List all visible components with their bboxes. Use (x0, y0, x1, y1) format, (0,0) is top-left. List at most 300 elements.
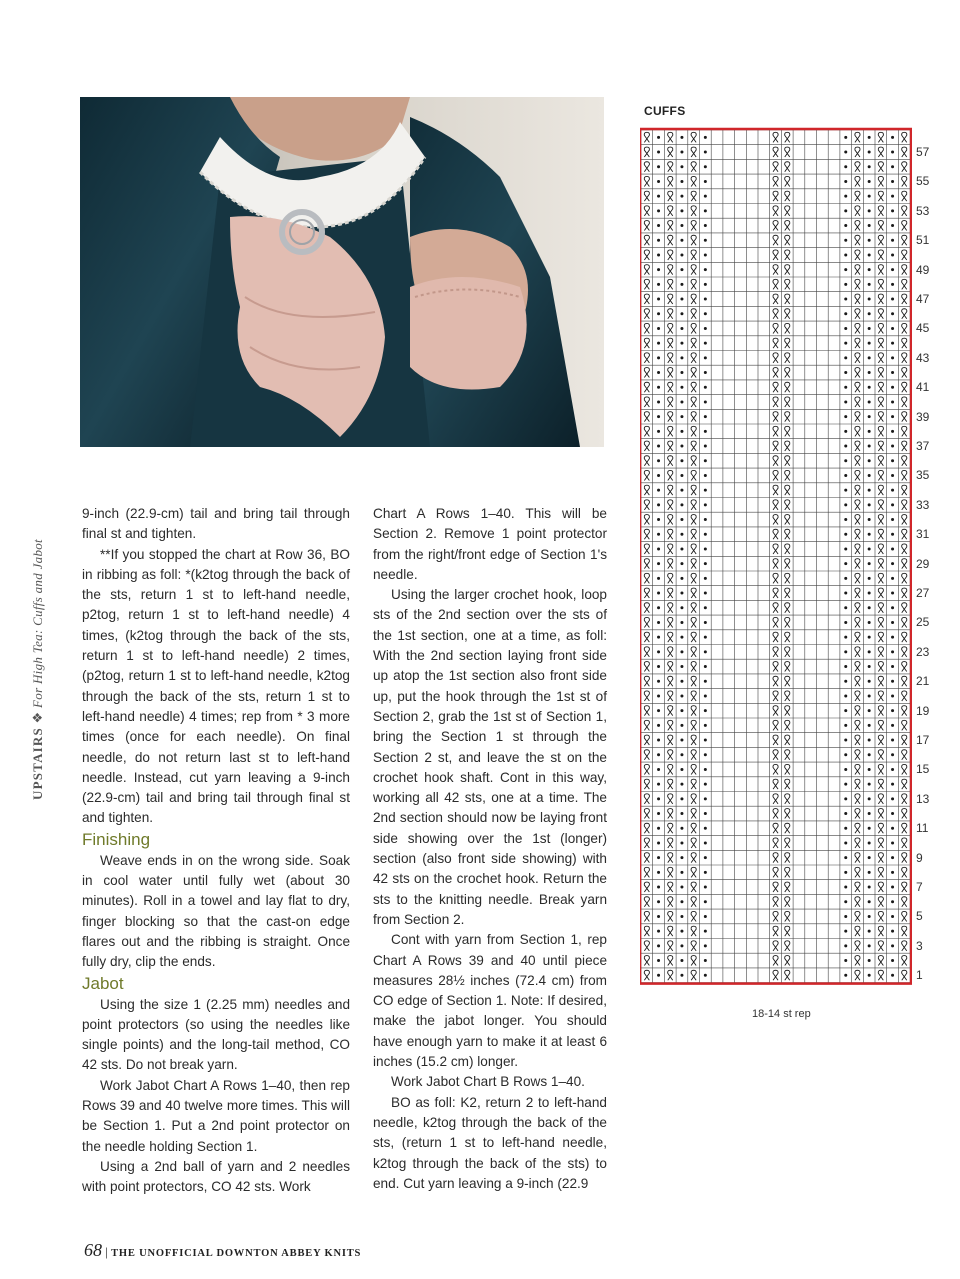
purl-dot-symbol (891, 165, 894, 168)
twisted-stitch-symbol (691, 485, 696, 495)
twisted-stitch-symbol (785, 676, 790, 686)
purl-dot-symbol (891, 739, 894, 742)
twisted-stitch-symbol (668, 353, 673, 363)
purl-dot-symbol (844, 680, 847, 683)
twisted-stitch-symbol (855, 706, 860, 716)
purl-dot-symbol (868, 944, 871, 947)
twisted-stitch-symbol (878, 544, 883, 554)
twisted-stitch-symbol (855, 294, 860, 304)
twisted-stitch-symbol (878, 309, 883, 319)
twisted-stitch-symbol (902, 368, 907, 378)
twisted-stitch-symbol (878, 265, 883, 275)
purl-dot-symbol (868, 577, 871, 580)
purl-dot-symbol (844, 827, 847, 830)
twisted-stitch-symbol (902, 882, 907, 892)
twisted-stitch-symbol (668, 676, 673, 686)
purl-dot-symbol (657, 900, 660, 903)
purl-dot-symbol (844, 621, 847, 624)
purl-dot-symbol (680, 239, 683, 242)
purl-dot-symbol (868, 665, 871, 668)
purl-dot-symbol (844, 489, 847, 492)
purl-dot-symbol (891, 518, 894, 521)
purl-dot-symbol (844, 856, 847, 859)
twisted-stitch-symbol (902, 603, 907, 613)
twisted-stitch-symbol (668, 294, 673, 304)
purl-dot-symbol (657, 356, 660, 359)
purl-dot-symbol (891, 224, 894, 227)
twisted-stitch-symbol (773, 867, 778, 877)
purl-dot-symbol (704, 886, 707, 889)
purl-dot-symbol (704, 518, 707, 521)
purl-dot-symbol (657, 533, 660, 536)
paragraph: BO as foll: K2, return 2 to left-hand needle, k2tog through the back of the sts, (return 1 st to left-hand needle, k2tog through the back of the sts) to end. Cut yarn leaving a 9-inch (22.9 (373, 1094, 607, 1191)
purl-dot-symbol (844, 797, 847, 800)
purl-dot-symbol (844, 400, 847, 403)
twisted-stitch-symbol (878, 250, 883, 260)
page-number: 68 (84, 1240, 102, 1260)
twisted-stitch-symbol (691, 559, 696, 569)
twisted-stitch-symbol (644, 559, 649, 569)
paragraph: Work Jabot Chart A Rows 1–40, then rep Rows 39 and 40 twelve more times. This will be Section 1. Put a 2nd point protector on the needle holding Section 1. (82, 1077, 350, 1154)
purl-dot-symbol (704, 680, 707, 683)
twisted-stitch-symbol (878, 294, 883, 304)
twisted-stitch-symbol (773, 529, 778, 539)
purl-dot-symbol (657, 415, 660, 418)
twisted-stitch-symbol (902, 544, 907, 554)
purl-dot-symbol (868, 489, 871, 492)
purl-dot-symbol (844, 783, 847, 786)
purl-dot-symbol (868, 694, 871, 697)
twisted-stitch-symbol (668, 867, 673, 877)
twisted-stitch-symbol (878, 911, 883, 921)
twisted-stitch-symbol (878, 235, 883, 245)
purl-dot-symbol (868, 371, 871, 374)
twisted-stitch-symbol (878, 456, 883, 466)
purl-dot-symbol (868, 753, 871, 756)
twisted-stitch-symbol (902, 735, 907, 745)
purl-dot-symbol (704, 577, 707, 580)
twisted-stitch-symbol (785, 779, 790, 789)
twisted-stitch-symbol (668, 500, 673, 510)
twisted-stitch-symbol (691, 412, 696, 422)
twisted-stitch-symbol (855, 279, 860, 289)
twisted-stitch-symbol (878, 970, 883, 980)
twisted-stitch-symbol (644, 441, 649, 451)
twisted-stitch-symbol (668, 147, 673, 157)
purl-dot-symbol (657, 386, 660, 389)
twisted-stitch-symbol (773, 323, 778, 333)
purl-dot-symbol (704, 709, 707, 712)
twisted-stitch-symbol (691, 221, 696, 231)
twisted-stitch-symbol (668, 426, 673, 436)
purl-dot-symbol (844, 709, 847, 712)
purl-dot-symbol (844, 900, 847, 903)
purl-dot-symbol (657, 474, 660, 477)
purl-dot-symbol (657, 606, 660, 609)
twisted-stitch-symbol (878, 573, 883, 583)
twisted-stitch-symbol (644, 588, 649, 598)
purl-dot-symbol (844, 253, 847, 256)
twisted-stitch-symbol (644, 853, 649, 863)
twisted-stitch-symbol (644, 897, 649, 907)
purl-dot-symbol (891, 665, 894, 668)
purl-dot-symbol (680, 841, 683, 844)
row-number: 39 (916, 409, 930, 424)
purl-dot-symbol (891, 533, 894, 536)
purl-dot-symbol (704, 298, 707, 301)
twisted-stitch-symbol (855, 162, 860, 172)
twisted-stitch-symbol (644, 956, 649, 966)
purl-dot-symbol (704, 268, 707, 271)
purl-dot-symbol (844, 930, 847, 933)
purl-dot-symbol (657, 239, 660, 242)
paragraph: Weave ends in on the wrong side. Soak in cool water until fully wet (about 30 minutes). Roll in a towel and lay flat to dry, finger blocking so that the cast-on edge flares out and the ribbing is straight. Once fully dry, clip the ends. (82, 852, 350, 970)
twisted-stitch-symbol (878, 441, 883, 451)
purl-dot-symbol (704, 312, 707, 315)
twisted-stitch-symbol (644, 382, 649, 392)
purl-dot-symbol (891, 371, 894, 374)
twisted-stitch-symbol (668, 823, 673, 833)
twisted-stitch-symbol (644, 823, 649, 833)
twisted-stitch-symbol (773, 750, 778, 760)
text-column-left (82, 504, 350, 1198)
twisted-stitch-symbol (668, 779, 673, 789)
purl-dot-symbol (657, 812, 660, 815)
twisted-stitch-symbol (785, 956, 790, 966)
purl-dot-symbol (704, 136, 707, 139)
twisted-stitch-symbol (785, 706, 790, 716)
twisted-stitch-symbol (644, 515, 649, 525)
purl-dot-symbol (844, 415, 847, 418)
twisted-stitch-symbol (668, 250, 673, 260)
twisted-stitch-symbol (902, 911, 907, 921)
twisted-stitch-symbol (855, 176, 860, 186)
purl-dot-symbol (844, 768, 847, 771)
purl-dot-symbol (844, 180, 847, 183)
purl-dot-symbol (868, 533, 871, 536)
twisted-stitch-symbol (785, 382, 790, 392)
paragraph: **If you stopped the chart at Row 36, BO in ribbing as foll: *(k2tog through the back of the sts, return 1 st to left-hand needle, p2tog, return 1 st to left-hand needle) 4 times, (k2tog through the back of the sts, return 1 st to left-hand needle) 2 times, (p2tog, return 1 st to left-hand needle, k2tog through the back of the sts, return 1 st to left-hand needle) 4 times; rep from * 3 more times (once for each needle). On final needle, do not return last st to left-hand needle. Instead, cut yarn leaving a 9-inch (22.9-cm) tail and bring tail through final st and tighten. (82, 546, 350, 826)
twisted-stitch-symbol (668, 485, 673, 495)
twisted-stitch-symbol (878, 750, 883, 760)
twisted-stitch-symbol (855, 353, 860, 363)
twisted-stitch-symbol (668, 559, 673, 569)
twisted-stitch-symbol (855, 823, 860, 833)
twisted-stitch-symbol (691, 294, 696, 304)
twisted-stitch-symbol (785, 559, 790, 569)
twisted-stitch-symbol (855, 191, 860, 201)
twisted-stitch-symbol (691, 162, 696, 172)
twisted-stitch-symbol (644, 397, 649, 407)
purl-dot-symbol (891, 195, 894, 198)
twisted-stitch-symbol (691, 500, 696, 510)
twisted-stitch-symbol (902, 970, 907, 980)
twisted-stitch-symbol (878, 191, 883, 201)
twisted-stitch-symbol (691, 588, 696, 598)
purl-dot-symbol (680, 283, 683, 286)
row-number: 11 (916, 821, 929, 836)
twisted-stitch-symbol (855, 779, 860, 789)
twisted-stitch-symbol (855, 426, 860, 436)
purl-dot-symbol (657, 268, 660, 271)
purl-dot-symbol (891, 151, 894, 154)
twisted-stitch-symbol (902, 221, 907, 231)
paragraph: Work Jabot Chart B Rows 1–40. (391, 1074, 585, 1090)
row-number: 9 (916, 850, 923, 865)
twisted-stitch-symbol (644, 309, 649, 319)
purl-dot-symbol (844, 886, 847, 889)
twisted-stitch-symbol (773, 706, 778, 716)
purl-dot-symbol (657, 944, 660, 947)
twisted-stitch-symbol (902, 647, 907, 657)
purl-dot-symbol (680, 856, 683, 859)
purl-dot-symbol (680, 694, 683, 697)
twisted-stitch-symbol (773, 617, 778, 627)
twisted-stitch-symbol (668, 309, 673, 319)
twisted-stitch-symbol (773, 426, 778, 436)
twisted-stitch-symbol (878, 882, 883, 892)
twisted-stitch-symbol (691, 397, 696, 407)
purl-dot-symbol (704, 724, 707, 727)
purl-dot-symbol (704, 342, 707, 345)
twisted-stitch-symbol (668, 853, 673, 863)
twisted-stitch-symbol (644, 470, 649, 480)
purl-dot-symbol (844, 841, 847, 844)
twisted-stitch-symbol (902, 500, 907, 510)
twisted-stitch-symbol (878, 823, 883, 833)
twisted-stitch-symbol (691, 368, 696, 378)
twisted-stitch-symbol (691, 206, 696, 216)
twisted-stitch-symbol (644, 706, 649, 716)
twisted-stitch-symbol (773, 470, 778, 480)
twisted-stitch-symbol (691, 441, 696, 451)
purl-dot-symbol (844, 959, 847, 962)
twisted-stitch-symbol (785, 368, 790, 378)
purl-dot-symbol (657, 342, 660, 345)
purl-dot-symbol (680, 753, 683, 756)
purl-dot-symbol (680, 312, 683, 315)
twisted-stitch-symbol (855, 309, 860, 319)
purl-dot-symbol (868, 871, 871, 874)
purl-dot-symbol (868, 621, 871, 624)
twisted-stitch-symbol (855, 691, 860, 701)
twisted-stitch-symbol (855, 265, 860, 275)
heading-finishing: Finishing (82, 829, 151, 849)
purl-dot-symbol (868, 783, 871, 786)
twisted-stitch-symbol (773, 603, 778, 613)
twisted-stitch-symbol (785, 176, 790, 186)
twisted-stitch-symbol (668, 382, 673, 392)
twisted-stitch-symbol (691, 544, 696, 554)
purl-dot-symbol (704, 797, 707, 800)
twisted-stitch-symbol (902, 956, 907, 966)
twisted-stitch-symbol (773, 338, 778, 348)
twisted-stitch-symbol (785, 970, 790, 980)
purl-dot-symbol (704, 489, 707, 492)
purl-dot-symbol (844, 268, 847, 271)
purl-dot-symbol (657, 753, 660, 756)
purl-dot-symbol (891, 841, 894, 844)
twisted-stitch-symbol (644, 676, 649, 686)
purl-dot-symbol (868, 195, 871, 198)
purl-dot-symbol (868, 474, 871, 477)
twisted-stitch-symbol (878, 853, 883, 863)
purl-dot-symbol (704, 856, 707, 859)
purl-dot-symbol (868, 356, 871, 359)
purl-dot-symbol (680, 503, 683, 506)
purl-dot-symbol (704, 871, 707, 874)
twisted-stitch-symbol (878, 662, 883, 672)
purl-dot-symbol (891, 827, 894, 830)
twisted-stitch-symbol (785, 162, 790, 172)
purl-dot-symbol (868, 856, 871, 859)
paragraph: Cont with yarn from Section 1, rep Chart A Rows 39 and 40 until piece measures 28½ inches (72.4 cm) from CO edge of Section 1. Note: If desired, make the jabot longer. You should have enough yarn to make it at least 6 inches (15.2 cm) longer. (373, 932, 607, 1070)
purl-dot-symbol (704, 621, 707, 624)
purl-dot-symbol (844, 592, 847, 595)
purl-dot-symbol (680, 930, 683, 933)
twisted-stitch-symbol (668, 368, 673, 378)
purl-dot-symbol (844, 636, 847, 639)
twisted-stitch-symbol (691, 970, 696, 980)
publication-title: THE UNOFFICIAL DOWNTON ABBEY KNITS (111, 1248, 362, 1259)
twisted-stitch-symbol (902, 529, 907, 539)
purl-dot-symbol (891, 312, 894, 315)
twisted-stitch-symbol (644, 279, 649, 289)
twisted-stitch-symbol (902, 191, 907, 201)
purl-dot-symbol (844, 224, 847, 227)
purl-dot-symbol (844, 871, 847, 874)
twisted-stitch-symbol (785, 911, 790, 921)
twisted-stitch-symbol (785, 764, 790, 774)
twisted-stitch-symbol (902, 323, 907, 333)
purl-dot-symbol (704, 592, 707, 595)
twisted-stitch-symbol (668, 750, 673, 760)
twisted-stitch-symbol (773, 309, 778, 319)
twisted-stitch-symbol (878, 706, 883, 716)
twisted-stitch-symbol (902, 926, 907, 936)
twisted-stitch-symbol (902, 235, 907, 245)
purl-dot-symbol (680, 900, 683, 903)
twisted-stitch-symbol (644, 882, 649, 892)
row-number: 35 (916, 468, 930, 483)
purl-dot-symbol (704, 165, 707, 168)
twisted-stitch-symbol (691, 853, 696, 863)
twisted-stitch-symbol (878, 691, 883, 701)
purl-dot-symbol (657, 621, 660, 624)
row-number: 45 (916, 321, 930, 336)
purl-dot-symbol (657, 209, 660, 212)
twisted-stitch-symbol (855, 764, 860, 774)
purl-dot-symbol (680, 268, 683, 271)
twisted-stitch-symbol (785, 823, 790, 833)
twisted-stitch-symbol (855, 132, 860, 142)
twisted-stitch-symbol (878, 529, 883, 539)
purl-dot-symbol (891, 753, 894, 756)
purl-dot-symbol (704, 239, 707, 242)
purl-dot-symbol (891, 283, 894, 286)
purl-dot-symbol (868, 400, 871, 403)
twisted-stitch-symbol (691, 353, 696, 363)
row-number: 49 (916, 262, 930, 277)
purl-dot-symbol (868, 209, 871, 212)
twisted-stitch-symbol (902, 632, 907, 642)
twisted-stitch-symbol (773, 691, 778, 701)
purl-dot-symbol (680, 974, 683, 977)
twisted-stitch-symbol (644, 529, 649, 539)
purl-dot-symbol (680, 533, 683, 536)
twisted-stitch-symbol (668, 603, 673, 613)
twisted-stitch-symbol (878, 897, 883, 907)
twisted-stitch-symbol (878, 412, 883, 422)
twisted-stitch-symbol (773, 647, 778, 657)
twisted-stitch-symbol (902, 720, 907, 730)
twisted-stitch-symbol (691, 279, 696, 289)
purl-dot-symbol (844, 694, 847, 697)
twisted-stitch-symbol (773, 382, 778, 392)
twisted-stitch-symbol (668, 706, 673, 716)
purl-dot-symbol (868, 151, 871, 154)
twisted-stitch-symbol (691, 676, 696, 686)
twisted-stitch-symbol (855, 647, 860, 657)
twisted-stitch-symbol (691, 323, 696, 333)
purl-dot-symbol (657, 445, 660, 448)
chart-title: CUFFS (644, 104, 686, 118)
purl-dot-symbol (868, 900, 871, 903)
twisted-stitch-symbol (644, 603, 649, 613)
purl-dot-symbol (657, 151, 660, 154)
purl-dot-symbol (704, 974, 707, 977)
twisted-stitch-symbol (644, 926, 649, 936)
purl-dot-symbol (657, 739, 660, 742)
twisted-stitch-symbol (855, 573, 860, 583)
twisted-stitch-symbol (855, 970, 860, 980)
twisted-stitch-symbol (773, 500, 778, 510)
twisted-stitch-symbol (855, 809, 860, 819)
purl-dot-symbol (844, 209, 847, 212)
twisted-stitch-symbol (785, 294, 790, 304)
twisted-stitch-symbol (878, 559, 883, 569)
twisted-stitch-symbol (855, 456, 860, 466)
twisted-stitch-symbol (855, 368, 860, 378)
twisted-stitch-symbol (878, 941, 883, 951)
twisted-stitch-symbol (855, 338, 860, 348)
twisted-stitch-symbol (878, 206, 883, 216)
twisted-stitch-symbol (644, 147, 649, 157)
twisted-stitch-symbol (773, 853, 778, 863)
twisted-stitch-symbol (785, 838, 790, 848)
purl-dot-symbol (704, 430, 707, 433)
purl-dot-symbol (680, 783, 683, 786)
purl-dot-symbol (657, 871, 660, 874)
purl-dot-symbol (844, 430, 847, 433)
twisted-stitch-symbol (691, 470, 696, 480)
purl-dot-symbol (704, 327, 707, 330)
twisted-stitch-symbol (644, 132, 649, 142)
twisted-stitch-symbol (668, 338, 673, 348)
twisted-stitch-symbol (691, 647, 696, 657)
twisted-stitch-symbol (855, 382, 860, 392)
purl-dot-symbol (844, 974, 847, 977)
purl-dot-symbol (891, 680, 894, 683)
purl-dot-symbol (680, 592, 683, 595)
twisted-stitch-symbol (785, 132, 790, 142)
purl-dot-symbol (680, 944, 683, 947)
twisted-stitch-symbol (785, 470, 790, 480)
purl-dot-symbol (657, 636, 660, 639)
twisted-stitch-symbol (773, 544, 778, 554)
paragraph: Chart A Rows 1–40. This will be Section 2. Remove 1 point protector from the right/front edge of Section 1's needle. (373, 506, 607, 582)
twisted-stitch-symbol (691, 706, 696, 716)
